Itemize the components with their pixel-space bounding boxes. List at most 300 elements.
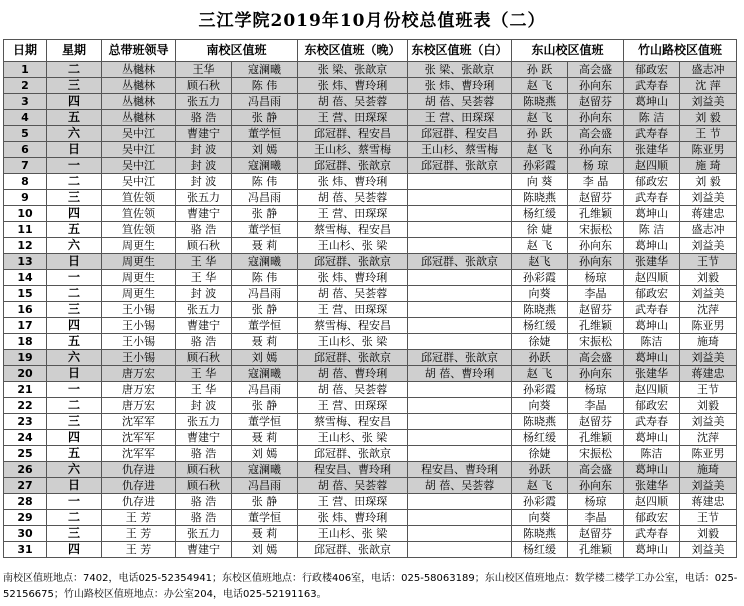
table-row [4,318,737,334]
cell-south-1: 顾石秋 [176,78,232,94]
cell-south-2: 张 静 [232,398,298,414]
table-row [4,478,737,494]
cell-zhushan-1: 葛坤山 [624,206,680,222]
cell-dongshan-2: 高会盛 [568,462,624,478]
cell-south-2: 陈 伟 [232,270,298,286]
cell-east-night: 王山杉、张 梁 [298,334,408,350]
cell-leader: 唐万宏 [102,398,176,414]
cell-zhushan-1: 郁政宏 [624,62,680,78]
cell-zhushan-1: 郁政宏 [624,510,680,526]
cell-east-day [408,334,512,350]
cell-zhushan-1: 赵四顺 [624,494,680,510]
cell-east-night: 王 营、田琛琛 [298,398,408,414]
cell-south-2: 刘 嫣 [232,350,298,366]
cell-zhushan-2: 刘益美 [680,542,737,558]
cell-weekday: 四 [47,430,102,446]
header-leader: 总带班领导 [102,40,176,62]
cell-east-night: 邱冠群、程安昌 [298,126,408,142]
cell-dongshan-2: 高会盛 [568,126,624,142]
cell-date: 29 [4,510,47,526]
cell-date: 7 [4,158,47,174]
cell-dongshan-1: 孙彩霞 [512,382,568,398]
cell-south-2: 陈 伟 [232,174,298,190]
cell-zhushan-2: 王节 [680,382,737,398]
cell-zhushan-2: 刘益美 [680,238,737,254]
cell-zhushan-1: 陈 洁 [624,110,680,126]
header-east-campus-day: 东校区值班（白） [408,40,512,62]
table-row [4,126,737,142]
cell-east-night: 王山杉、蔡雪梅 [298,142,408,158]
cell-east-day: 邱冠群、张歆京 [408,350,512,366]
header-weekday: 星期 [47,40,102,62]
cell-dongshan-1: 赵 飞 [512,78,568,94]
cell-south-2: 冯昌雨 [232,286,298,302]
cell-dongshan-1: 孙彩霞 [512,494,568,510]
cell-south-2: 冯昌雨 [232,478,298,494]
cell-zhushan-1: 武寿春 [624,302,680,318]
cell-date: 26 [4,462,47,478]
cell-east-night: 王山杉、张 梁 [298,430,408,446]
cell-east-night: 程安昌、曹玲琍 [298,462,408,478]
cell-dongshan-2: 孙向东 [568,478,624,494]
cell-weekday: 四 [47,94,102,110]
cell-zhushan-2: 陈亚男 [680,318,737,334]
table-row [4,206,737,222]
cell-dongshan-2: 孙向东 [568,78,624,94]
cell-dongshan-2: 孔维颖 [568,542,624,558]
cell-east-night: 蔡雪梅、程安昌 [298,414,408,430]
cell-date: 12 [4,238,47,254]
cell-weekday: 三 [47,78,102,94]
cell-south-1: 骆 浩 [176,334,232,350]
cell-south-1: 顾石秋 [176,350,232,366]
cell-date: 19 [4,350,47,366]
cell-dongshan-2: 孙向东 [568,254,624,270]
cell-leader: 丛樾林 [102,110,176,126]
table-row [4,78,737,94]
cell-south-2: 董学恒 [232,414,298,430]
cell-leader: 王 芳 [102,526,176,542]
cell-zhushan-1: 赵四顺 [624,382,680,398]
cell-zhushan-1: 张建华 [624,142,680,158]
cell-south-1: 骆 浩 [176,510,232,526]
cell-south-1: 曹建宁 [176,126,232,142]
cell-zhushan-2: 王 节 [680,126,737,142]
cell-date: 9 [4,190,47,206]
cell-dongshan-2: 高会盛 [568,62,624,78]
cell-south-1: 曹建宁 [176,206,232,222]
cell-weekday: 日 [47,366,102,382]
cell-east-night: 张 梁、张歆京 [298,62,408,78]
cell-leader: 丛樾林 [102,78,176,94]
cell-dongshan-1: 孙 跃 [512,62,568,78]
cell-dongshan-2: 孙向东 [568,238,624,254]
cell-dongshan-1: 陈晓燕 [512,190,568,206]
cell-zhushan-1: 赵四顺 [624,270,680,286]
cell-dongshan-1: 向 葵 [512,174,568,190]
cell-south-2: 张 静 [232,110,298,126]
cell-east-day [408,174,512,190]
cell-south-1: 张五力 [176,190,232,206]
cell-leader: 仇存进 [102,478,176,494]
cell-south-2: 张 静 [232,302,298,318]
cell-dongshan-1: 杨红缓 [512,430,568,446]
cell-date: 13 [4,254,47,270]
cell-leader: 周更生 [102,238,176,254]
cell-dongshan-1: 赵 飞 [512,110,568,126]
cell-zhushan-2: 施 琦 [680,158,737,174]
cell-leader: 沈军军 [102,414,176,430]
cell-dongshan-1: 杨红缓 [512,318,568,334]
cell-east-night: 胡 蓓、吴荟蓉 [298,382,408,398]
cell-south-1: 骆 浩 [176,222,232,238]
cell-east-night: 王 营、田琛琛 [298,494,408,510]
cell-south-1: 顾石秋 [176,478,232,494]
cell-zhushan-2: 陈亚男 [680,446,737,462]
cell-south-1: 骆 浩 [176,494,232,510]
cell-weekday: 六 [47,462,102,478]
cell-zhushan-2: 刘益美 [680,94,737,110]
table-row [4,414,737,430]
cell-east-day [408,286,512,302]
table-row [4,526,737,542]
cell-weekday: 三 [47,414,102,430]
cell-south-2: 董学恒 [232,222,298,238]
cell-leader: 沈军军 [102,446,176,462]
header-east-campus-night: 东校区值班（晚） [298,40,408,62]
cell-dongshan-1: 孙彩霞 [512,270,568,286]
header-dongshan-campus: 东山校区值班 [512,40,624,62]
cell-south-2: 冯昌雨 [232,190,298,206]
cell-dongshan-2: 杨琼 [568,382,624,398]
cell-leader: 王 芳 [102,542,176,558]
cell-weekday: 五 [47,110,102,126]
cell-weekday: 三 [47,302,102,318]
cell-zhushan-1: 武寿春 [624,414,680,430]
cell-dongshan-1: 孙跃 [512,350,568,366]
table-row [4,302,737,318]
cell-east-night: 邱冠群、张歆京 [298,542,408,558]
cell-weekday: 六 [47,126,102,142]
cell-south-1: 张五力 [176,526,232,542]
cell-weekday: 三 [47,190,102,206]
cell-zhushan-2: 沈萍 [680,302,737,318]
cell-zhushan-1: 葛坤山 [624,318,680,334]
cell-zhushan-1: 张建华 [624,366,680,382]
cell-dongshan-1: 孙彩霞 [512,158,568,174]
cell-date: 5 [4,126,47,142]
cell-weekday: 四 [47,542,102,558]
cell-east-night: 胡 蓓、曹玲琍 [298,366,408,382]
cell-zhushan-1: 陈 洁 [624,222,680,238]
cell-date: 28 [4,494,47,510]
cell-leader: 王小锡 [102,350,176,366]
cell-zhushan-2: 刘 毅 [680,174,737,190]
cell-dongshan-1: 向葵 [512,286,568,302]
cell-dongshan-1: 徐婕 [512,446,568,462]
cell-leader: 吴中江 [102,158,176,174]
cell-date: 18 [4,334,47,350]
cell-south-2: 冯昌雨 [232,382,298,398]
cell-zhushan-2: 刘毅 [680,526,737,542]
cell-east-day [408,238,512,254]
cell-east-day: 王 营、田琛琛 [408,110,512,126]
table-row [4,94,737,110]
cell-weekday: 日 [47,254,102,270]
cell-south-2: 董学恒 [232,318,298,334]
cell-east-night: 邱冠群、张歆京 [298,350,408,366]
cell-south-2: 寇澜曦 [232,462,298,478]
cell-dongshan-2: 李晶 [568,398,624,414]
cell-south-1: 张五力 [176,414,232,430]
cell-south-2: 寇澜曦 [232,366,298,382]
cell-date: 17 [4,318,47,334]
cell-weekday: 四 [47,318,102,334]
cell-weekday: 一 [47,270,102,286]
cell-dongshan-1: 杨红缓 [512,206,568,222]
cell-south-1: 王华 [176,62,232,78]
cell-south-2: 聂 莉 [232,526,298,542]
cell-east-night: 胡 蓓、吴荟蓉 [298,478,408,494]
cell-south-1: 封 波 [176,142,232,158]
cell-leader: 笪佐领 [102,206,176,222]
cell-date: 2 [4,78,47,94]
cell-east-day [408,446,512,462]
cell-south-1: 顾石秋 [176,238,232,254]
cell-leader: 周更生 [102,286,176,302]
cell-zhushan-1: 葛坤山 [624,542,680,558]
cell-leader: 仇存进 [102,494,176,510]
cell-south-1: 王 华 [176,382,232,398]
header-date: 日期 [4,40,47,62]
cell-south-2: 刘 嫣 [232,142,298,158]
cell-leader: 笪佐领 [102,222,176,238]
cell-south-1: 张五力 [176,94,232,110]
cell-weekday: 五 [47,446,102,462]
cell-dongshan-2: 杨琼 [568,494,624,510]
table-row [4,158,737,174]
header-row [4,40,737,62]
cell-south-2: 张 静 [232,494,298,510]
cell-zhushan-1: 郁政宏 [624,286,680,302]
cell-weekday: 一 [47,494,102,510]
table-row [4,62,737,78]
cell-dongshan-1: 赵 飞 [512,142,568,158]
cell-zhushan-2: 刘益美 [680,190,737,206]
cell-east-day: 邱冠群、张歆京 [408,254,512,270]
cell-date: 23 [4,414,47,430]
cell-weekday: 六 [47,350,102,366]
table-row [4,286,737,302]
cell-south-2: 寇澜曦 [232,254,298,270]
cell-east-night: 邱冠群、张歆京 [298,158,408,174]
cell-zhushan-1: 张建华 [624,254,680,270]
cell-zhushan-1: 葛坤山 [624,94,680,110]
cell-east-day: 胡 蓓、吴荟蓉 [408,478,512,494]
cell-east-day [408,318,512,334]
cell-south-1: 曹建宁 [176,430,232,446]
cell-leader: 吴中江 [102,142,176,158]
header-zhushan-campus: 竹山路校区值班 [624,40,737,62]
cell-dongshan-2: 杨 琼 [568,158,624,174]
cell-dongshan-2: 孔维颖 [568,430,624,446]
table-row [4,542,737,558]
cell-weekday: 一 [47,382,102,398]
cell-east-night: 王山杉、张 梁 [298,526,408,542]
cell-dongshan-1: 向葵 [512,398,568,414]
cell-east-night: 张 炜、曹玲琍 [298,174,408,190]
cell-east-night: 胡 蓓、吴荟蓉 [298,286,408,302]
cell-date: 16 [4,302,47,318]
cell-leader: 王 芳 [102,510,176,526]
cell-east-night: 蔡雪梅、程安昌 [298,318,408,334]
cell-east-night: 王 营、田琛琛 [298,302,408,318]
cell-leader: 丛樾林 [102,94,176,110]
cell-weekday: 三 [47,526,102,542]
cell-east-day [408,398,512,414]
cell-leader: 仇存进 [102,462,176,478]
cell-date: 6 [4,142,47,158]
cell-weekday: 二 [47,286,102,302]
cell-zhushan-2: 刘益美 [680,350,737,366]
cell-zhushan-2: 施琦 [680,462,737,478]
cell-east-day [408,222,512,238]
table-row [4,462,737,478]
table-row [4,494,737,510]
cell-south-1: 封 波 [176,398,232,414]
table-row [4,446,737,462]
cell-zhushan-2: 陈亚男 [680,142,737,158]
table-row [4,110,737,126]
cell-dongshan-1: 向葵 [512,510,568,526]
cell-leader: 王小锡 [102,318,176,334]
cell-east-day: 程安昌、曹玲琍 [408,462,512,478]
cell-east-day: 张 炜、曹玲琍 [408,78,512,94]
cell-east-night: 张 炜、曹玲琍 [298,270,408,286]
cell-dongshan-2: 李晶 [568,286,624,302]
cell-south-1: 王 华 [176,270,232,286]
table-row [4,142,737,158]
table-row [4,270,737,286]
cell-east-day: 王山杉、蔡雪梅 [408,142,512,158]
cell-zhushan-2: 沈萍 [680,430,737,446]
cell-weekday: 二 [47,62,102,78]
cell-dongshan-1: 杨红缓 [512,542,568,558]
cell-south-2: 寇澜曦 [232,158,298,174]
cell-zhushan-1: 郁政宏 [624,398,680,414]
cell-south-1: 王 华 [176,366,232,382]
cell-dongshan-1: 陈晓燕 [512,414,568,430]
cell-east-night: 王 营、田琛琛 [298,110,408,126]
cell-east-day: 胡 蓓、曹玲琍 [408,366,512,382]
cell-weekday: 四 [47,206,102,222]
cell-weekday: 二 [47,398,102,414]
cell-east-night: 邱冠群、张歆京 [298,254,408,270]
cell-south-1: 封 波 [176,286,232,302]
table-row [4,334,737,350]
cell-south-2: 聂 莉 [232,334,298,350]
cell-south-2: 冯昌雨 [232,94,298,110]
cell-zhushan-1: 武寿春 [624,190,680,206]
cell-zhushan-2: 刘益美 [680,414,737,430]
cell-zhushan-1: 陈洁 [624,334,680,350]
table-row [4,366,737,382]
cell-weekday: 五 [47,334,102,350]
cell-east-night: 张 炜、曹玲琍 [298,78,408,94]
cell-date: 25 [4,446,47,462]
cell-date: 1 [4,62,47,78]
cell-dongshan-2: 孙向东 [568,142,624,158]
cell-dongshan-2: 宋振松 [568,222,624,238]
cell-zhushan-1: 葛坤山 [624,430,680,446]
cell-south-2: 寇澜曦 [232,62,298,78]
cell-weekday: 二 [47,174,102,190]
cell-east-day [408,430,512,446]
cell-dongshan-2: 孙向东 [568,366,624,382]
cell-date: 30 [4,526,47,542]
cell-dongshan-1: 孙跃 [512,462,568,478]
cell-date: 11 [4,222,47,238]
cell-leader: 沈军军 [102,430,176,446]
table-row [4,222,737,238]
cell-weekday: 一 [47,158,102,174]
cell-east-night: 胡 蓓、吴荟蓉 [298,94,408,110]
cell-leader: 吴中江 [102,126,176,142]
cell-zhushan-1: 赵四顺 [624,158,680,174]
cell-south-2: 陈 伟 [232,78,298,94]
cell-dongshan-2: 宋振松 [568,334,624,350]
cell-south-2: 刘 嫣 [232,542,298,558]
cell-zhushan-1: 武寿春 [624,126,680,142]
cell-date: 10 [4,206,47,222]
cell-leader: 王小锡 [102,334,176,350]
cell-dongshan-1: 赵 飞 [512,366,568,382]
cell-dongshan-2: 李晶 [568,510,624,526]
cell-zhushan-2: 刘毅 [680,398,737,414]
table-row [4,382,737,398]
cell-date: 8 [4,174,47,190]
cell-east-night: 胡 蓓、吴荟蓉 [298,190,408,206]
cell-dongshan-2: 赵留芬 [568,526,624,542]
table-row [4,238,737,254]
cell-east-day [408,190,512,206]
cell-zhushan-2: 蒋建忠 [680,366,737,382]
cell-south-1: 曹建宁 [176,318,232,334]
cell-date: 31 [4,542,47,558]
cell-east-night: 王 营、田琛琛 [298,206,408,222]
cell-date: 24 [4,430,47,446]
cell-south-2: 董学恒 [232,126,298,142]
cell-leader: 周更生 [102,254,176,270]
cell-east-day [408,206,512,222]
cell-weekday: 日 [47,142,102,158]
cell-leader: 笪佐领 [102,190,176,206]
cell-south-1: 曹建宁 [176,542,232,558]
cell-zhushan-1: 武寿春 [624,78,680,94]
cell-zhushan-2: 刘 毅 [680,110,737,126]
cell-east-day [408,270,512,286]
cell-zhushan-2: 王节 [680,510,737,526]
cell-zhushan-2: 盛志冲 [680,62,737,78]
cell-east-day: 邱冠群、程安昌 [408,126,512,142]
cell-south-1: 骆 浩 [176,446,232,462]
cell-date: 27 [4,478,47,494]
cell-date: 20 [4,366,47,382]
page-title: 三江学院2019年10月份校总值班表（二） [198,11,546,31]
cell-dongshan-1: 陈晓燕 [512,526,568,542]
cell-zhushan-1: 武寿春 [624,526,680,542]
cell-leader: 唐万宏 [102,366,176,382]
